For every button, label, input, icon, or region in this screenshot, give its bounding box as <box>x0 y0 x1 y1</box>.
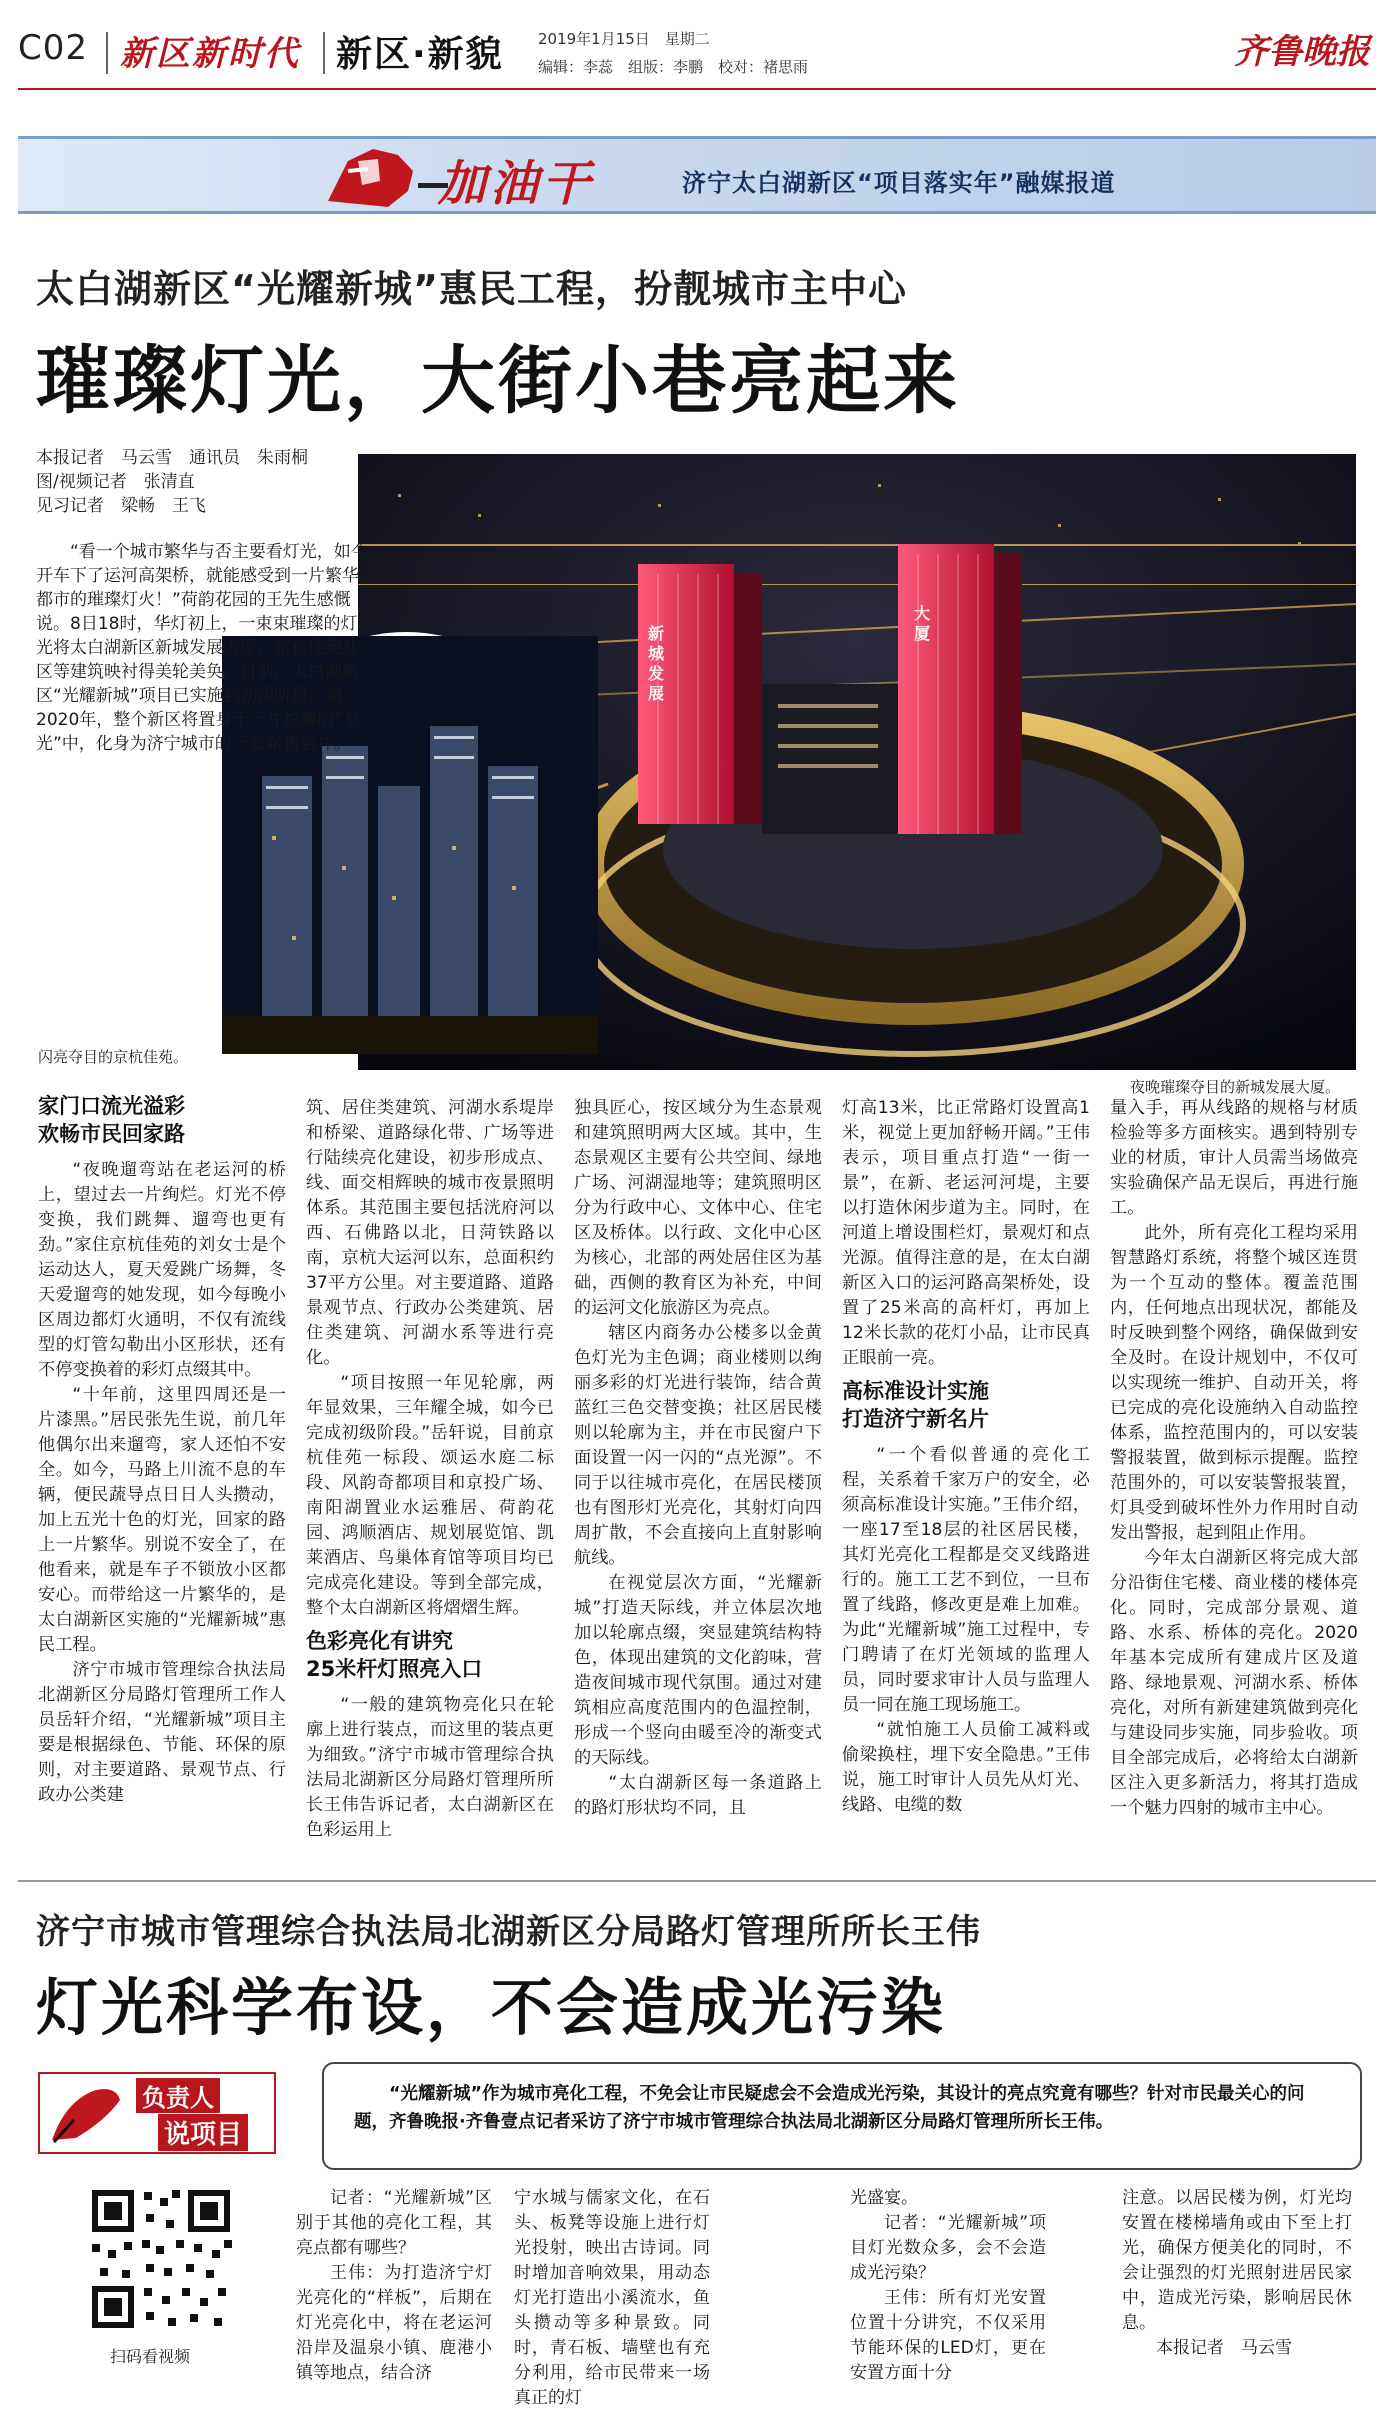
byline: 图/视频记者 张清直 <box>36 472 195 492</box>
interview-column-1 <box>296 2186 492 2386</box>
story2-headline: 灯光科学布设，不会造成光污染 <box>36 1971 947 2044</box>
building-sign: 大厦 <box>914 604 931 643</box>
paragraph: 灯高13米，比正常路灯设置高1米，视觉上更加舒畅开阔。”王伟表示，项目重点打造“一街一景”，在新、老运河河堤，主要以打造休闲步道为主。同时，在河道上增设围栏灯，景观灯和点光源。值得注意的是，在太白湖新区入口的运河路高架桥处，设置了25米高的高杆灯，再加上12米长款的花灯小品，让市民真正眼前一亮。 <box>842 1098 1090 1368</box>
article-column-1 <box>38 1092 286 1808</box>
tag-line: 负责人 <box>136 2078 220 2113</box>
byline: 见习记者 梁畅 王飞 <box>36 496 206 516</box>
paragraph: 独具匠心，按区域分为生态景观和建筑照明两大区域。其中，生态景观区主要有公共空间、绿地广场、河湖湿地等；建筑照明区分为行政中心、文体中心、住宅区及桥体。以行政、文化中心区为核心，北部的两处居住区为基础，西侧的教育区为补充，中间的运河文化旅游区为亮点。 <box>574 1098 822 1318</box>
divider <box>323 32 325 74</box>
newspaper-logo: 齐鲁晚报 <box>1234 32 1370 72</box>
photo-caption: 夜晚璀璨夺目的新城发展大厦。 <box>1130 1078 1341 1096</box>
page-number: C02 <box>18 28 89 68</box>
paragraph: 量入手，再从线路的规格与材质检验等多方面核实。遇到特别专业的材质，审计人员需当场做亮实验确保产品无误后，再进行施工。 <box>1110 1098 1358 1218</box>
story-kicker: 太白湖新区“光耀新城”惠民工程，扮靓城市主中心 <box>36 267 907 311</box>
paragraph: 辖区内商务办公楼多以金黄色灯光为主色调；商业楼则以绚丽多彩的灯光进行装饰，结合黄蓝红三色交替变换；社区居民楼则以轮廓为主，并在市民窗户下面设置一闪一闪的“点光源”。不同于以往城市亮化，在居民楼顶也有图形灯光亮化，其射灯向四周扩散，不会直接向上直射影响航线。 <box>574 1323 822 1568</box>
paragraph: 光盛宴。 <box>850 2188 918 2208</box>
paragraph: “项目按照一年见轮廓，两年显效果，三年耀全城，如今已完成初级阶段。”岳轩说，目前京杭佳苑一标段、颂运水庭二标段、风韵奇都项目和京投广场、南阳湖置业水运雅居、荷韵花园、鸿顺酒店、规划展览馆、凯莱酒店、鸟巢体育馆等项目均已完成亮化建设。等到全部完成，整个太白湖新区将熠熠生辉。 <box>306 1373 554 1618</box>
column-tag <box>38 2072 276 2154</box>
photo-caption: 闪亮夺目的京杭佳苑。 <box>38 1048 189 1066</box>
paragraph: “一个看似普通的亮化工程，关系着千家万户的安全，必须高标准设计实施。”王伟介绍，一座17至18层的社区居民楼，其灯光亮化工程都是交叉线路进行的。施工工艺不到位，一旦布置了线路，修改更是难上加难。为此“光耀新城”施工过程中，专门聘请了在灯光领域的监理人员，同时要求审计人员与监理人员一同在施工现场施工。 <box>842 1445 1090 1715</box>
subheading: 家门口流光溢彩 欢畅市民回家路 <box>38 1094 185 1146</box>
paragraph: 记者：“光耀新城”项目灯光数众多，会不会造成光污染？ <box>850 2213 1046 2283</box>
story2-kicker: 济宁市城市管理综合执法局北湖新区分局路灯管理所所长王伟 <box>36 1912 981 1952</box>
masthead <box>18 18 1376 90</box>
campaign-banner <box>18 136 1376 214</box>
banner-slogan: 加油干 <box>438 156 595 212</box>
tag-line: 说项目 <box>158 2114 248 2151</box>
paragraph: “十年前，这里四周还是一片漆黑。”居民张先生说，前几年他偶尔出来遛弯，家人还怕不安全。如今，马路上川流不息的车辆，便民蔬导点日日人头攒动，加上五光十色的灯光，回家的路上一片繁华。别说不安全了，在他看来，就是车子不锁放小区都安心。而带给这一片繁华的，是太白湖新区实施的“光耀新城”惠民工程。 <box>38 1385 286 1655</box>
paragraph: 王伟：所有灯光安置位置十分讲究，不仅采用节能环保的LED灯，更在安置方面十分 <box>850 2288 1046 2383</box>
paragraph: 济宁市城市管理综合执法局北湖新区分局路灯管理所工作人员岳轩介绍，“光耀新城”项目主要是根据绿色、节能、环保的原则，对主要道路、景观节点、行政办公类建 <box>38 1660 286 1805</box>
paragraph: 今年太白湖新区将完成大部分沿街住宅楼、商业楼的楼体亮化。同时，完成部分景观、道路、水系、桥体的亮化。2020年基本完成所有建成片区及道路、绿地景观、河湖水系、桥体亮化，对所有新建建筑做到亮化与建设同步实施，同步验收。项目全部完成后，必将给太白湖新区注入更多新活力，将其打造成一个魅力四射的城市主中心。 <box>1110 1548 1358 1818</box>
intro-box: “光耀新城”作为城市亮化工程，不免会让市民疑虑会不会造成光污染，其设计的亮点究竟有哪些？针对市民最关心的问题，齐鲁晚报·齐鲁壹点记者采访了济宁市城市管理综合执法局北湖新区分局路灯管理所所长王伟。 <box>322 2062 1362 2170</box>
paragraph: 记者：“光耀新城”区别于其他的亮化工程，其亮点都有哪些？ <box>296 2188 492 2258</box>
paragraph: 筑、居住类建筑、河湖水系堤岸和桥梁、道路绿化带、广场等进行陆续亮化建设，初步形成点、线、面交相辉映的城市夜景照明体系。其范围主要包括洸府河以西、石佛路以北，日菏铁路以南，京杭大运河以东，总面积约37平方公里。对主要道路、道路景观节点、行政办公类建筑、居住类建筑、河湖水系等进行亮化。 <box>306 1098 554 1368</box>
section-logo: 新区新时代 <box>120 34 300 74</box>
paragraph: 在视觉层次方面，“光耀新城”打造天际线，并立体层次地加以轮廓点缀，突显建筑结构特色，体现出建筑的文化韵味，营造夜间城市现代氛围。通过对建筑相应高度范围内的色温控制，形成一个竖向由暖至冷的渐变式的天际线。 <box>574 1573 822 1768</box>
paragraph: 王伟：为打造济宁灯光亮化的“样板”，后期在灯光亮化中，将在老运河沿岸及温泉小镇、鹿港小镇等地点，结合济 <box>296 2263 492 2383</box>
building-sign: 新城发展 <box>648 624 665 703</box>
paragraph: 宁水城与儒家文化，在石头、板凳等设施上进行灯光投射，映出古诗词。同时增加音响效果，用动态灯光打造出小溪流水，鱼头攒动等多种景致。同时，青石板、墙壁也有充分利用，给市民带来一场真正的灯 <box>514 2188 710 2408</box>
article-column-2 <box>306 1096 554 1843</box>
paragraph: “就怕施工人员偷工减料或偷梁换柱，埋下安全隐患。”王伟说，施工时审计人员先从灯光、线路、电缆的数 <box>842 1720 1090 1815</box>
reporter-credit: 本报记者 马云雪 <box>1156 2338 1292 2358</box>
divider <box>106 32 108 74</box>
article-column-4 <box>842 1096 1090 1818</box>
qr-code-icon[interactable] <box>86 2184 236 2334</box>
paragraph: “一般的建筑物亮化只在轮廓上进行装点，而这里的装点更为细致。”济宁市城市管理综合执法局北湖新区分局路灯管理所所长王伟告诉记者，太白湖新区在色彩运用上 <box>306 1695 554 1840</box>
interview-column-2 <box>514 2186 710 2411</box>
paragraph: 注意。以居民楼为例，灯光均安置在楼梯墙角或由下至上打光，确保方便美化的同时，不会让强烈的灯光照射进居民家中，造成光污染，影响居民休息。 <box>1122 2188 1352 2333</box>
lead-paragraph <box>36 540 372 756</box>
paragraph: “夜晚遛弯站在老运河的桥上，望过去一片绚烂。灯光不停变换，我们跳舞、遛弯也更有劲。”家住京杭佳苑的刘女士是个运动达人，夏天爱跳广场舞，冬天爱遛弯的她发现，如今每晚小区周边都灯火通明，不仅有流线型的灯管勾勒出小区形状，还有不停变换着的彩灯点缀其中。 <box>38 1160 286 1380</box>
issue-date: 2019年1月15日 星期二 <box>538 30 710 48</box>
subheading: 高标准设计实施 打造济宁新名片 <box>842 1379 989 1431</box>
interview-column-4 <box>1122 2186 1352 2361</box>
paragraph: “太白湖新区每一条道路上的路灯形状均不同，且 <box>574 1773 822 1818</box>
interview-column-3 <box>850 2186 1046 2386</box>
fist-icon <box>318 141 428 213</box>
subheading: 色彩亮化有讲究 25米杆灯照亮入口 <box>306 1629 483 1681</box>
article-column-5 <box>1110 1096 1358 1821</box>
lead-text: “看一个城市繁华与否主要看灯光，如今开车下了运河高架桥，就能感受到一片繁华都市的璀璨灯火！”荷韵花园的王先生感慨说。8日18时，华灯初上，一束束璀璨的灯光将太白湖新区新城发展大厦、京杭佳苑社区等建筑映衬得美轮美奂。目前，太白湖新区“光耀新城”项目已实施到初级阶段，到2020年，整个新区将置身于一片炫耀的“星光”中，化身为济宁城市的一张崭新名片。 <box>36 542 368 754</box>
byline: 本报记者 马云雪 通讯员 朱雨桐 <box>36 448 308 468</box>
story-headline: 璀璨灯光，大街小巷亮起来 <box>36 338 960 424</box>
qr-caption: 扫码看视频 <box>110 2347 191 2366</box>
editor-credits: 编辑：李蕊 组版：李鹏 校对：褚思雨 <box>538 58 809 76</box>
brush-icon <box>46 2080 126 2148</box>
article-column-3 <box>574 1096 822 1821</box>
section-title: 新区·新貌 <box>336 34 504 75</box>
section-divider <box>18 1880 1376 1882</box>
paragraph: 此外，所有亮化工程均采用智慧路灯系统，将整个城区连贯为一个互动的整体。覆盖范围内，任何地点出现状况，都能及时反映到整个网络，确保做到安全及时。在设计规划中，不仅可以实现统一维护、自动开关，将已完成的亮化设施纳入自动监控体系，监控范围内的，可以安装警报装置，做到标示提醒。监控范围外的，可以安装警报装置，灯具受到破坏性外力作用时自动发出警报，起到阻止作用。 <box>1110 1223 1358 1543</box>
banner-tagline: 济宁太白湖新区“项目落实年”融媒报道 <box>682 169 1116 197</box>
